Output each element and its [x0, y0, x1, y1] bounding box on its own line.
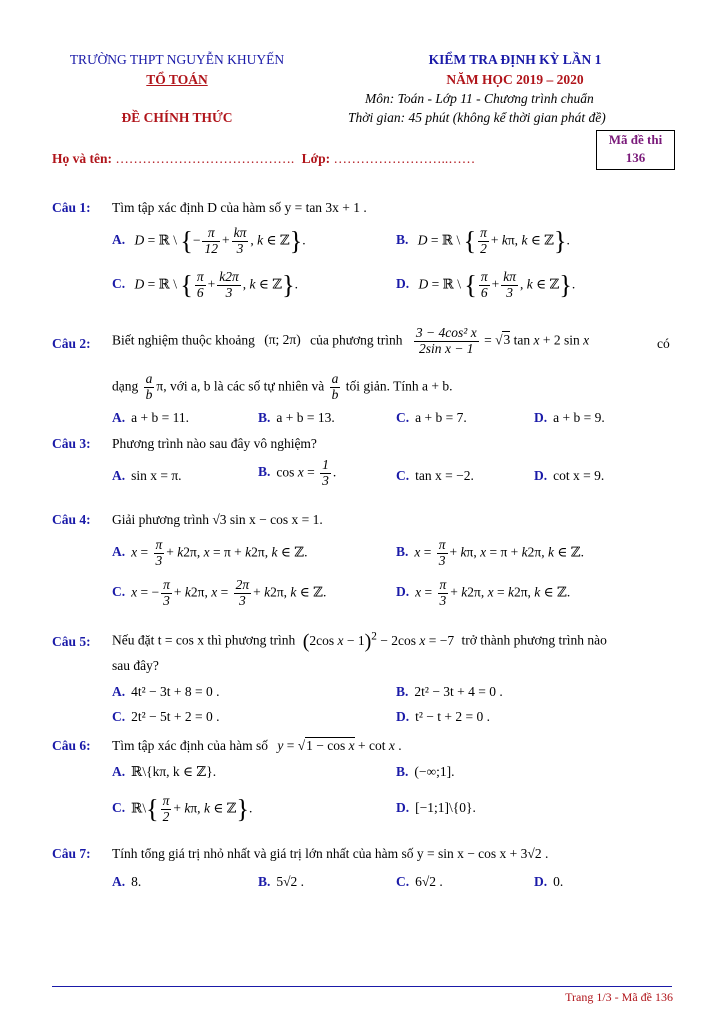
name-label: Họ và tên:	[52, 151, 112, 166]
school-year: NĂM HỌC 2019 – 2020	[446, 72, 584, 87]
question-text: Nếu đặt t = cos x thì phương trình (2cos x − 1)$^2$ − 2cos x = −7 trở thành phương trình nào	[112, 630, 607, 652]
question-text: Tìm tập xác định của hàm số y = √1 − cos x + cot x .	[112, 738, 402, 753]
option-1a[interactable]: A. D = ℝ \ {− $\frac{\pi}{12}$ + $\frac{k\pi}{3}$ , k ∈ ℤ}.	[112, 225, 306, 256]
option-letter: D.	[396, 276, 410, 292]
exam-title: KIỂM TRA ĐỊNH KỲ LẦN 1	[428, 52, 602, 67]
option-7c[interactable]: C. 6√2 .	[396, 874, 443, 889]
option-2a[interactable]: A. a + b = 11.	[112, 410, 189, 425]
question-text-line2: dạng $\frac{a}{b}$ π, với a, b là các số tự nhiên và $\frac{a}{b}$ tối giản. Tính a + b.	[112, 371, 453, 402]
subject-line: Môn: Toán - Lớp 11 - Chương trình chuẩn	[365, 91, 594, 106]
question-text-line2: sau đây?	[112, 658, 159, 673]
footer-divider	[52, 986, 672, 987]
question-text: Biết nghiệm thuộc khoảng (π; 2π) của phương trình $\frac{\text{3 − 4cos² x}}{\text{2sin x − 1}}$ = √3 tan x + 2 sin x có	[112, 325, 670, 356]
option-5c[interactable]: C. 2t² − 5t + 2 = 0 .	[112, 709, 220, 724]
option-5b[interactable]: B. 2t² − 3t + 4 = 0 .	[396, 684, 503, 699]
question-text: Tính tổng giá trị nhỏ nhất và giá trị lớn nhất của hàm số y = sin x − cos x + 3√2 .	[112, 846, 549, 861]
question-label: Câu 6:	[52, 738, 91, 753]
option-4a[interactable]: A. x = $\frac{\pi}{3}$ + k2π, x = π + k2π, k ∈ ℤ.	[112, 537, 308, 568]
school-name: TRƯỜNG THPT NGUYỄN KHUYẾN	[69, 52, 285, 67]
option-5a[interactable]: A. 4t² − 3t + 8 = 0 .	[112, 684, 220, 699]
name-field[interactable]	[52, 151, 475, 167]
option-4d[interactable]: D. x = $\frac{\pi}{3}$ + k2π, x = k2π, k ∈ ℤ.	[396, 577, 571, 608]
question-label: Câu 3:	[52, 436, 91, 451]
question-text: Giải phương trình √3 sin x − cos x = 1.	[112, 512, 323, 527]
option-4b[interactable]: B. x = $\frac{\pi}{3}$ + kπ, x = π + k2π, k ∈ ℤ.	[396, 537, 584, 568]
exam-code-value: 136	[625, 150, 646, 165]
option-2b[interactable]: B. a + b = 13.	[258, 410, 335, 425]
option-letter: A.	[112, 232, 126, 248]
question-label: Câu 5:	[52, 634, 91, 649]
option-6a[interactable]: A. ℝ\{kπ, k ∈ ℤ}.	[112, 764, 217, 779]
option-3a[interactable]: A. sin x = π.	[112, 468, 182, 483]
option-3d[interactable]: D. cot x = 9.	[534, 468, 605, 483]
option-letter: C.	[112, 276, 126, 292]
option-7a[interactable]: A. 8.	[112, 874, 142, 889]
option-3b[interactable]: B. cos x = $\frac{1}{3}$ .	[258, 457, 337, 488]
question-label: Câu 4:	[52, 512, 91, 527]
question-label: Câu 1:	[52, 200, 91, 215]
option-2c[interactable]: C. a + b = 7.	[396, 410, 467, 425]
exam-code-box	[596, 130, 675, 170]
official-label: ĐỀ CHÍNH THỨC	[121, 110, 233, 125]
option-1d[interactable]: D. D = ℝ \ { $\frac{\pi}{6}$ + $\frac{k\pi}{3}$ , k ∈ ℤ}.	[396, 269, 576, 300]
option-2d[interactable]: D. a + b = 9.	[534, 410, 605, 425]
question-label: Câu 7:	[52, 846, 91, 861]
option-4c[interactable]: C. x = − $\frac{\pi}{3}$ + k2π, x = $\frac{2\pi}{3}$ + k2π, k ∈ ℤ.	[112, 577, 327, 608]
department: TỔ TOÁN	[146, 72, 208, 87]
option-6d[interactable]: D. [−1;1]\{0}.	[396, 800, 476, 815]
question-text: Phương trình nào sau đây vô nghiệm?	[112, 436, 317, 451]
name-dots: ………………………………….	[115, 151, 295, 166]
question-label: Câu 2:	[52, 336, 91, 351]
option-1b[interactable]: B. D = ℝ \ { $\frac{\pi}{2}$ + kπ, k ∈ ℤ}.	[396, 225, 570, 256]
option-letter: B.	[396, 232, 409, 248]
page-footer: Trang 1/3 - Mã đề 136	[565, 990, 673, 1004]
option-3c[interactable]: C. tan x = −2.	[396, 468, 474, 483]
option-5d[interactable]: D. t² − t + 2 = 0 .	[396, 709, 491, 724]
class-dots: ……………………..……	[333, 151, 476, 166]
option-7b[interactable]: B. 5√2 .	[258, 874, 305, 889]
exam-code-label: Mã đề thi	[608, 132, 663, 147]
option-6c[interactable]: C. ℝ\{ $\frac{\pi}{2}$ + kπ, k ∈ ℤ}.	[112, 793, 253, 824]
class-label: Lớp:	[301, 151, 331, 166]
option-1c[interactable]: C. D = ℝ \ { $\frac{\pi}{6}$ + $\frac{k2\pi}{3}$ , k ∈ ℤ}.	[112, 269, 298, 300]
question-text: Tìm tập xác định D của hàm số y = tan 3x + 1 .	[112, 200, 367, 215]
option-6b[interactable]: B. (−∞;1].	[396, 764, 455, 779]
time-line: Thời gian: 45 phút (không kể thời gian phát đề)	[348, 110, 606, 125]
option-7d[interactable]: D. 0.	[534, 874, 564, 889]
